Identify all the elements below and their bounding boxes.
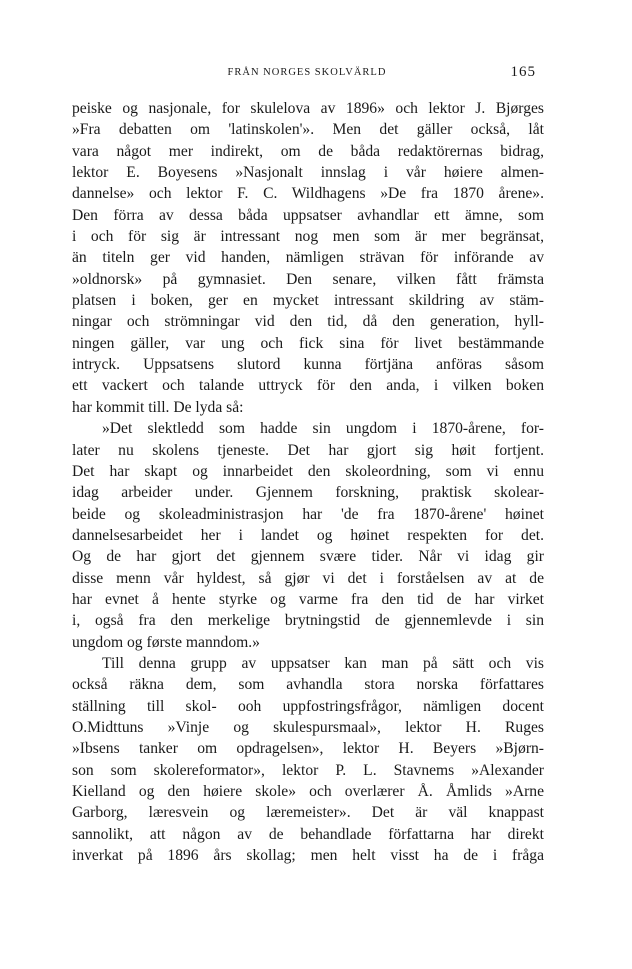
text-line: ningen gäller, var ung och fick sina för livet bestämmande [72, 334, 544, 352]
text-line: »Ibsens tanker om opdragelsen», lektor H. Beyers »Bjørn- [72, 740, 544, 758]
quote-line: Det har skapt og innarbeidet den skoleordning, som vi ennu [72, 462, 544, 480]
text-line: »oldnorsk» på gymnasiet. Den senare, vilken fått främsta [72, 270, 544, 288]
text-line: Den förra av dessa båda uppsatser avhandlar ett ämne, som [72, 206, 544, 224]
quote-line: i, også fra den merkelige brytningstid de gjennemlevde i sin [72, 612, 544, 630]
quote-line: har evnet å hente styrke og varme fra den tid de har virket [72, 590, 544, 608]
text-line: ningar och strömningar vid den tid, då den generation, hyll- [72, 313, 544, 331]
text-line: har kommit till. De lyda så: [72, 398, 244, 416]
text-line: Garborg, læresvein og læremeister». Det är väl knappast [72, 804, 544, 822]
quote-line: ungdom og første manndom.» [72, 633, 260, 651]
text-line: sannolikt, att någon av de behandlade författarna har direkt [72, 825, 544, 843]
text-line: Till denna grupp av uppsatser kan man på sätt och vis [102, 654, 544, 672]
running-title: FRÅN NORGES SKOLVÄRLD [227, 67, 387, 78]
text-line: ställning till skol- ooh uppfostringsfrågor, nämligen docent [72, 697, 544, 715]
quote-line: disse menn vår hyldest, så gjør vi det i forståelsen av at de [72, 569, 544, 587]
text-line: son som skolereformator», lektor P. L. Stavnems »Alexander [72, 761, 544, 779]
text-line: dannelse» och lektor F. C. Wildhagens »De fra 1870 årene». [72, 185, 544, 203]
running-header [70, 64, 544, 84]
text-line: än titeln ger vid handen, nämligen strävan för införande av [72, 249, 544, 267]
text-line: också räkna dem, som avhandla stora norska författares [72, 676, 544, 694]
text-line: ett vackert och talande uttryck för den anda, i vilken boken [72, 377, 544, 395]
quote-line: Og de har gjort det gjennem svære tider. Når vi idag gir [72, 548, 544, 566]
quote-line: »Det slektledd som hadde sin ungdom i 1870-årene, for- [102, 420, 544, 438]
page-number: 165 [510, 64, 536, 80]
text-line: i och för sig är intressant nog men som är mer begränsat, [72, 228, 544, 246]
text-line: vara något mer indirekt, om de båda redaktörernas bidrag, [72, 142, 544, 160]
body-text [72, 98, 544, 866]
text-line: intryck. Uppsatsens slutord kunna förtjäna anföras såsom [72, 356, 544, 374]
text-line: lektor E. Boyesens »Nasjonalt innslag i vår høiere almen- [72, 164, 544, 182]
quote-line: beide og skoleadministrasjon har 'de fra 1870-årene' høinet [72, 505, 544, 523]
text-line: »Fra debatten om 'latinskolen'». Men det gäller också, låt [72, 121, 544, 139]
quote-line: dannelsesarbeidet her i landet og høinet respekten for det. [72, 526, 544, 544]
text-line: Kielland og den høiere skole» och overlærer Å. Åmlids »Arne [72, 783, 544, 800]
text-line: peiske og nasjonale, for skulelova av 1896» och lektor J. Bjørges [72, 100, 544, 117]
quote-line: idag arbeider under. Gjennem forskning, praktisk skolear- [72, 484, 544, 502]
quote-line: later nu skolens tjeneste. Det har gjort sig høit fortjent. [72, 441, 544, 459]
text-line: inverkat på 1896 års skollag; men helt visst ha de i fråga [72, 847, 544, 865]
text-line: platsen i boken, ger en mycket intressant skildring av stäm- [72, 292, 544, 310]
text-line: O.Midttuns »Vinje og skulespursmaal», lektor H. Ruges [72, 718, 544, 736]
